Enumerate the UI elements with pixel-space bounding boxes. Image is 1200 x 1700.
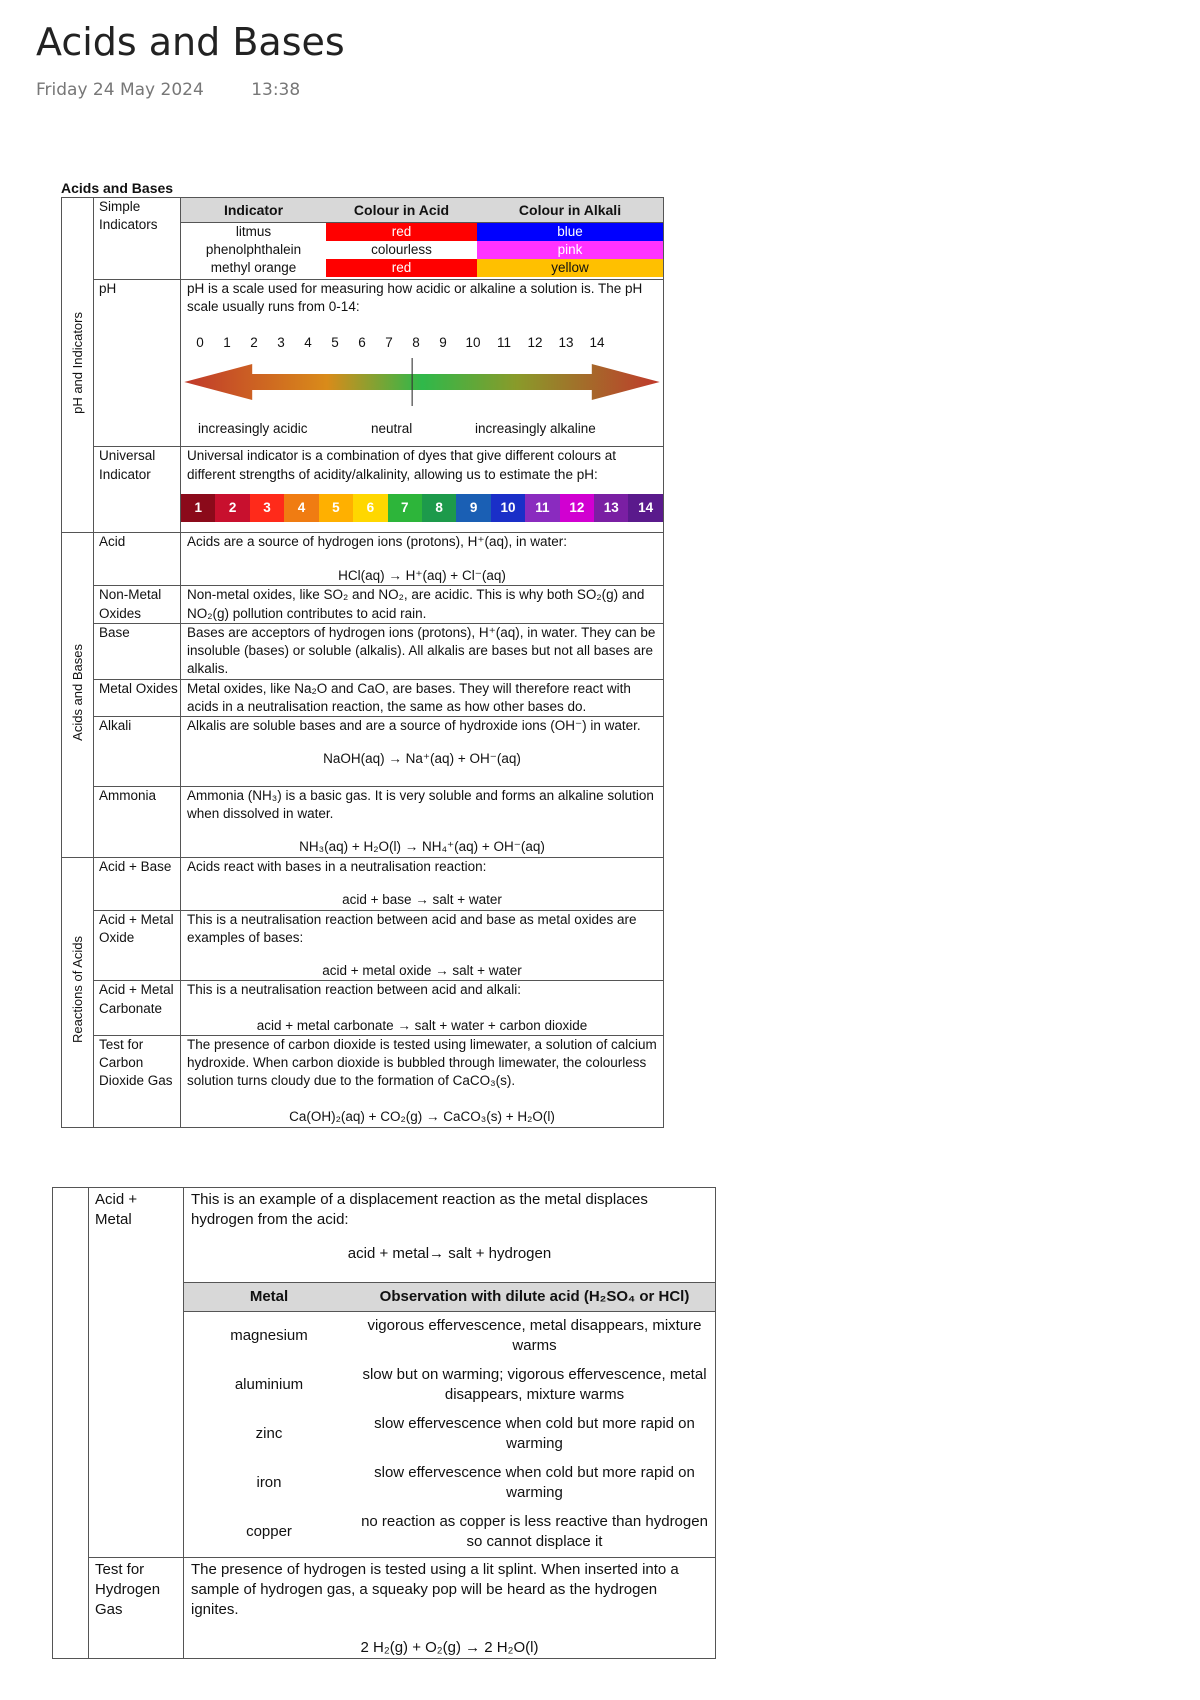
- ph-number: 14: [589, 335, 605, 351]
- content-acid-base: [181, 857, 664, 910]
- h2-test-equation: 2 H₂(g) + O₂(g) → 2 H₂O(l): [360, 1638, 539, 1656]
- label-h2-test: Test for Hydrogen Gas: [89, 1557, 184, 1658]
- metal-observation: no reaction as copper is less reactive than hydrogen so cannot displace it: [361, 1513, 708, 1551]
- section-acids-bases: [62, 533, 94, 857]
- indicator-acid-colour: red: [326, 223, 477, 242]
- row-alkali: [62, 716, 664, 786]
- universal-scale-cell: 2: [215, 494, 249, 522]
- page-time: 13:38: [251, 80, 301, 100]
- section-label: Acids and Bases: [69, 644, 85, 741]
- universal-scale-cell: 10: [491, 494, 525, 522]
- indicator-acid-colour: colourless: [326, 241, 477, 259]
- section-ph-indicators: [62, 198, 94, 533]
- metal-row: [184, 1508, 715, 1557]
- universal-scale-cell: 5: [319, 494, 353, 522]
- row-h2-test: [53, 1557, 716, 1658]
- acid-metal-oxide-text: This is a neutralisation reaction between acid and base as metal oxides are examples of bases:: [187, 911, 637, 945]
- content-universal: [181, 447, 664, 533]
- universal-scale-cell: 14: [628, 494, 662, 522]
- label-acid-base: Acid + Base: [94, 857, 181, 910]
- content-nonmetal-oxides: [181, 586, 664, 623]
- nonmetal-text: Non-metal oxides, like SO₂ and NO₂, are acidic. This is why both SO₂(g) and NO₂(g) pollution contributes to acid rain.: [187, 587, 645, 621]
- ph-number: 0: [196, 335, 204, 351]
- section-label: pH and Indicators: [69, 311, 85, 414]
- ph-number: 6: [358, 335, 366, 351]
- ph-number: 5: [331, 335, 339, 351]
- acid-metal-text: This is an example of a displacement reaction as the metal displaces hydrogen from the acid:: [191, 1191, 648, 1228]
- universal-scale-cell: 7: [388, 494, 422, 522]
- co2-test-text: The presence of carbon dioxide is tested using limewater, a solution of calcium hydroxide. When carbon dioxide is bubbled through limewater, the colourless solution turns cloudy due to the formation of CaCO₃(s).: [187, 1036, 657, 1089]
- label-ph: pH: [94, 280, 181, 447]
- acid-metal-carbonate-equation: acid + metal carbonate → salt + water + carbon dioxide: [256, 1017, 588, 1033]
- row-nonmetal-oxides: [62, 586, 664, 623]
- label-universal: Universal Indicator: [94, 447, 181, 533]
- ph-number: 8: [412, 335, 420, 351]
- content-acid: [181, 533, 664, 586]
- metal-row: [184, 1361, 715, 1410]
- indicator-table: [181, 198, 663, 277]
- sheet1: [61, 180, 670, 1128]
- acid-metal-carbonate-text: This is a neutralisation reaction between acid and alkali:: [187, 982, 521, 998]
- acid-base-text: Acids react with bases in a neutralisation reaction:: [187, 858, 487, 874]
- indicator-row: [181, 241, 663, 259]
- row-ph: [62, 280, 664, 447]
- section-label: Reactions of Acids: [69, 936, 85, 1043]
- metal-row: [184, 1459, 715, 1508]
- row-ammonia: [62, 786, 664, 857]
- sheet2-side-column: [53, 1188, 89, 1659]
- acid-metal-equation: acid + metal→ salt + hydrogen: [347, 1244, 552, 1262]
- sheet2: [52, 1187, 716, 1659]
- indicator-header: Indicator: [181, 198, 326, 223]
- ph-number: 10: [465, 335, 481, 351]
- ph-label-acidic: increasingly acidic: [198, 421, 308, 437]
- universal-scale-cell: 13: [594, 494, 628, 522]
- label-alkali: Alkali: [94, 716, 181, 786]
- row-base: [62, 623, 664, 679]
- content-simple-indicators: [181, 198, 664, 280]
- ph-number: 1: [223, 335, 231, 351]
- content-ammonia: [181, 786, 664, 857]
- ammonia-equation: NH₃(aq) + H₂O(l) → NH₄⁺(aq) + OH⁻(aq): [299, 839, 545, 855]
- content-h2-test: [184, 1557, 716, 1658]
- co2-test-equation: Ca(OH)₂(aq) + CO₂(g) → CaCO₃(s) + H₂O(l): [289, 1109, 555, 1125]
- label-acid-metal-oxide: Acid + Metal Oxide: [94, 910, 181, 981]
- label-acid: Acid: [94, 533, 181, 586]
- universal-text: Universal indicator is a combination of dyes that give different colours at different strengths of acidity/alkalinity, allowing us to estimate the pH:: [187, 448, 616, 482]
- base-text: Bases are acceptors of hydrogen ions (protons), H⁺(aq), in water. They can be insoluble (bases) or soluble (alkalis). All alkalis are bases but not all bases are alkalis.: [187, 624, 656, 677]
- indicator-header: Colour in Alkali: [477, 198, 663, 223]
- ph-number: 12: [527, 335, 543, 351]
- label-co2-test: Test for Carbon Dioxide Gas: [94, 1035, 181, 1127]
- ph-label-alkaline: increasingly alkaline: [475, 421, 596, 437]
- row-universal-indicator: [62, 447, 664, 533]
- indicator-alkali-colour: yellow: [477, 259, 663, 277]
- metal-observation-table: [184, 1282, 715, 1557]
- acid-text: Acids are a source of hydrogen ions (protons), H⁺(aq), in water:: [187, 534, 568, 550]
- content-acid-metal-carbonate: [181, 981, 664, 1035]
- universal-scale-cell: 1: [181, 494, 215, 522]
- indicator-row: [181, 223, 663, 242]
- content-base: [181, 623, 664, 679]
- ph-number: 9: [439, 335, 447, 351]
- ammonia-text: Ammonia (NH₃) is a basic gas. It is very soluble and forms an alkaline solution when dissolved in water.: [187, 787, 654, 822]
- label-acid-metal: Acid + Metal: [89, 1188, 184, 1558]
- acid-metal-oxide-equation: acid + metal oxide → salt + water: [322, 963, 522, 979]
- label-simple-indicators: Simple Indicators: [94, 198, 181, 280]
- ph-number: 2: [250, 335, 258, 351]
- ph-number-scale: [181, 316, 663, 358]
- content-acid-metal: [184, 1188, 716, 1558]
- sheet1-title: Acids and Bases: [61, 180, 174, 196]
- indicator-row: [181, 259, 663, 277]
- metal-observation: slow effervescence when cold but more rapid on warming: [374, 1415, 695, 1453]
- section-reactions: [62, 857, 94, 1127]
- metal-name: magnesium: [230, 1327, 308, 1345]
- label-base: Base: [94, 623, 181, 679]
- row-acid-metal: [53, 1188, 716, 1558]
- ph-number: 4: [304, 335, 312, 351]
- metal-observation: slow effervescence when cold but more rapid on warming: [374, 1464, 695, 1502]
- indicator-acid-colour: red: [326, 259, 477, 277]
- metal-row: [184, 1311, 715, 1361]
- content-alkali: [181, 716, 664, 786]
- acid-base-equation: acid + base → salt + water: [342, 891, 502, 907]
- metal-header: Observation with dilute acid (H₂SO₄ or HCl): [354, 1282, 715, 1311]
- metal-oxides-text: Metal oxides, like Na₂O and CaO, are bases. They will therefore react with acids in a neutralisation reaction, the same as how other bases do.: [187, 680, 631, 714]
- ph-number: 3: [277, 335, 285, 351]
- row-metal-oxides: [62, 679, 664, 716]
- page-meta: [36, 80, 342, 100]
- ph-labels: [181, 406, 663, 446]
- metal-name: copper: [246, 1523, 292, 1541]
- universal-scale-cell: 4: [284, 494, 318, 522]
- label-acid-metal-carbonate: Acid + Metal Carbonate: [94, 981, 181, 1035]
- metal-name: iron: [256, 1474, 282, 1492]
- content-metal-oxides: [181, 679, 664, 716]
- universal-scale-cell: 8: [422, 494, 456, 522]
- page-date: Friday 24 May 2024: [36, 80, 204, 100]
- ph-number: 11: [496, 335, 511, 351]
- content-ph: [181, 280, 664, 447]
- indicator-name: litmus: [235, 224, 272, 239]
- indicator-alkali-colour: blue: [477, 223, 663, 242]
- h2-test-text: The presence of hydrogen is tested using a lit splint. When inserted into a sample of hydrogen gas, a squeaky pop will be heard as the hydrogen ignites.: [191, 1560, 679, 1618]
- universal-scale-cell: 3: [250, 494, 284, 522]
- alkali-equation: NaOH(aq) → Na⁺(aq) + OH⁻(aq): [323, 751, 521, 767]
- sheet1-table: [61, 197, 664, 1128]
- universal-scale-cell: 12: [560, 494, 594, 522]
- metal-row: [184, 1410, 715, 1459]
- row-acid-metal-carbonate: [62, 981, 664, 1035]
- metal-observation: vigorous effervescence, metal disappears, mixture warms: [367, 1317, 702, 1355]
- row-simple-indicators: [62, 198, 664, 280]
- label-nonmetal-oxides: Non-Metal Oxides: [94, 586, 181, 623]
- universal-scale-cell: 9: [456, 494, 490, 522]
- content-acid-metal-oxide: [181, 910, 664, 981]
- metal-name: zinc: [255, 1425, 283, 1443]
- label-metal-oxides: Metal Oxides: [94, 679, 181, 716]
- metal-name: aluminium: [234, 1376, 304, 1394]
- indicator-alkali-colour: pink: [477, 241, 663, 259]
- ph-scale-arrow: [181, 358, 663, 406]
- ph-label-neutral: neutral: [371, 421, 413, 437]
- page-title: Acids and Bases: [36, 20, 345, 64]
- universal-scale-cell: 6: [353, 494, 387, 522]
- universal-scale-cell: 11: [525, 494, 559, 522]
- metal-observation: slow but on warming; vigorous effervescence, metal disappears, mixture warms: [362, 1366, 707, 1404]
- ph-number: 13: [558, 335, 574, 351]
- row-acid-base: [62, 857, 664, 910]
- indicator-name: phenolphthalein: [205, 242, 302, 257]
- metal-header: Metal: [184, 1282, 354, 1311]
- alkali-text: Alkalis are soluble bases and are a source of hydroxide ions (OH⁻) in water.: [187, 717, 641, 733]
- indicator-header: Colour in Acid: [326, 198, 477, 223]
- row-acid-metal-oxide: [62, 910, 664, 981]
- row-acid: [62, 533, 664, 586]
- universal-indicator-scale: [181, 494, 663, 522]
- ph-text: pH is a scale used for measuring how acidic or alkaline a solution is. The pH scale usually runs from 0-14:: [187, 281, 643, 315]
- ph-number: 7: [385, 335, 393, 351]
- acid-equation: HCl(aq) → H⁺(aq) + Cl⁻(aq): [338, 567, 506, 583]
- indicator-name: methyl orange: [210, 260, 297, 275]
- content-co2-test: [181, 1035, 664, 1127]
- row-co2-test: [62, 1035, 664, 1127]
- sheet2-table: [52, 1187, 716, 1659]
- label-ammonia: Ammonia: [94, 786, 181, 857]
